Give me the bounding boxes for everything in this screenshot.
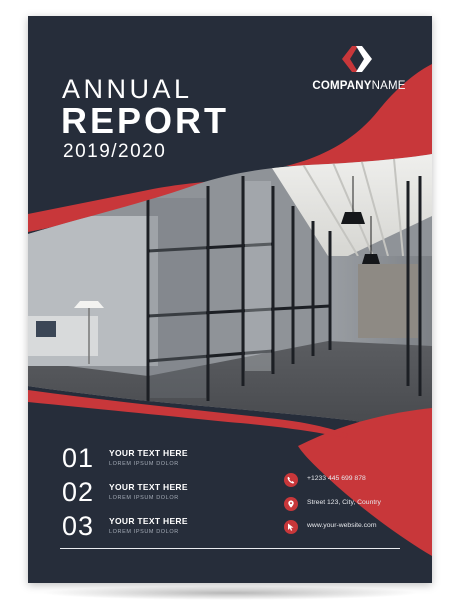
item-subtext: LOREM IPSUM DOLOR xyxy=(109,461,179,467)
item-heading: YOUR TEXT HERE xyxy=(109,516,188,526)
item-subtext: LOREM IPSUM DOLOR xyxy=(109,529,179,535)
annual-report-cover xyxy=(28,16,432,583)
company-logo-icon xyxy=(338,44,376,74)
phone-icon xyxy=(284,473,298,487)
cursor-icon xyxy=(284,520,298,534)
company-name-bold: COMPANY xyxy=(312,80,372,92)
company-name xyxy=(296,80,422,92)
contact-address-text: Street 123, City, Country xyxy=(307,499,381,506)
location-pin-icon xyxy=(284,497,298,511)
page-shadow xyxy=(40,586,420,600)
contact-website-text[interactable]: www.your-website.com xyxy=(307,522,377,529)
item-heading: YOUR TEXT HERE xyxy=(109,448,188,458)
item-heading: YOUR TEXT HERE xyxy=(109,482,188,492)
report-year: 2019/2020 xyxy=(63,141,167,162)
title-report: REPORT xyxy=(61,100,230,141)
item-number: 03 xyxy=(62,511,95,541)
title-annual: ANNUAL xyxy=(62,74,193,104)
contact-phone-text: +1233 445 699 878 xyxy=(307,475,366,482)
item-number: 01 xyxy=(62,443,95,473)
company-name-light: NAME xyxy=(371,80,406,92)
bottom-divider xyxy=(60,548,400,549)
item-subtext: LOREM IPSUM DOLOR xyxy=(109,495,179,501)
item-number: 02 xyxy=(62,477,95,507)
